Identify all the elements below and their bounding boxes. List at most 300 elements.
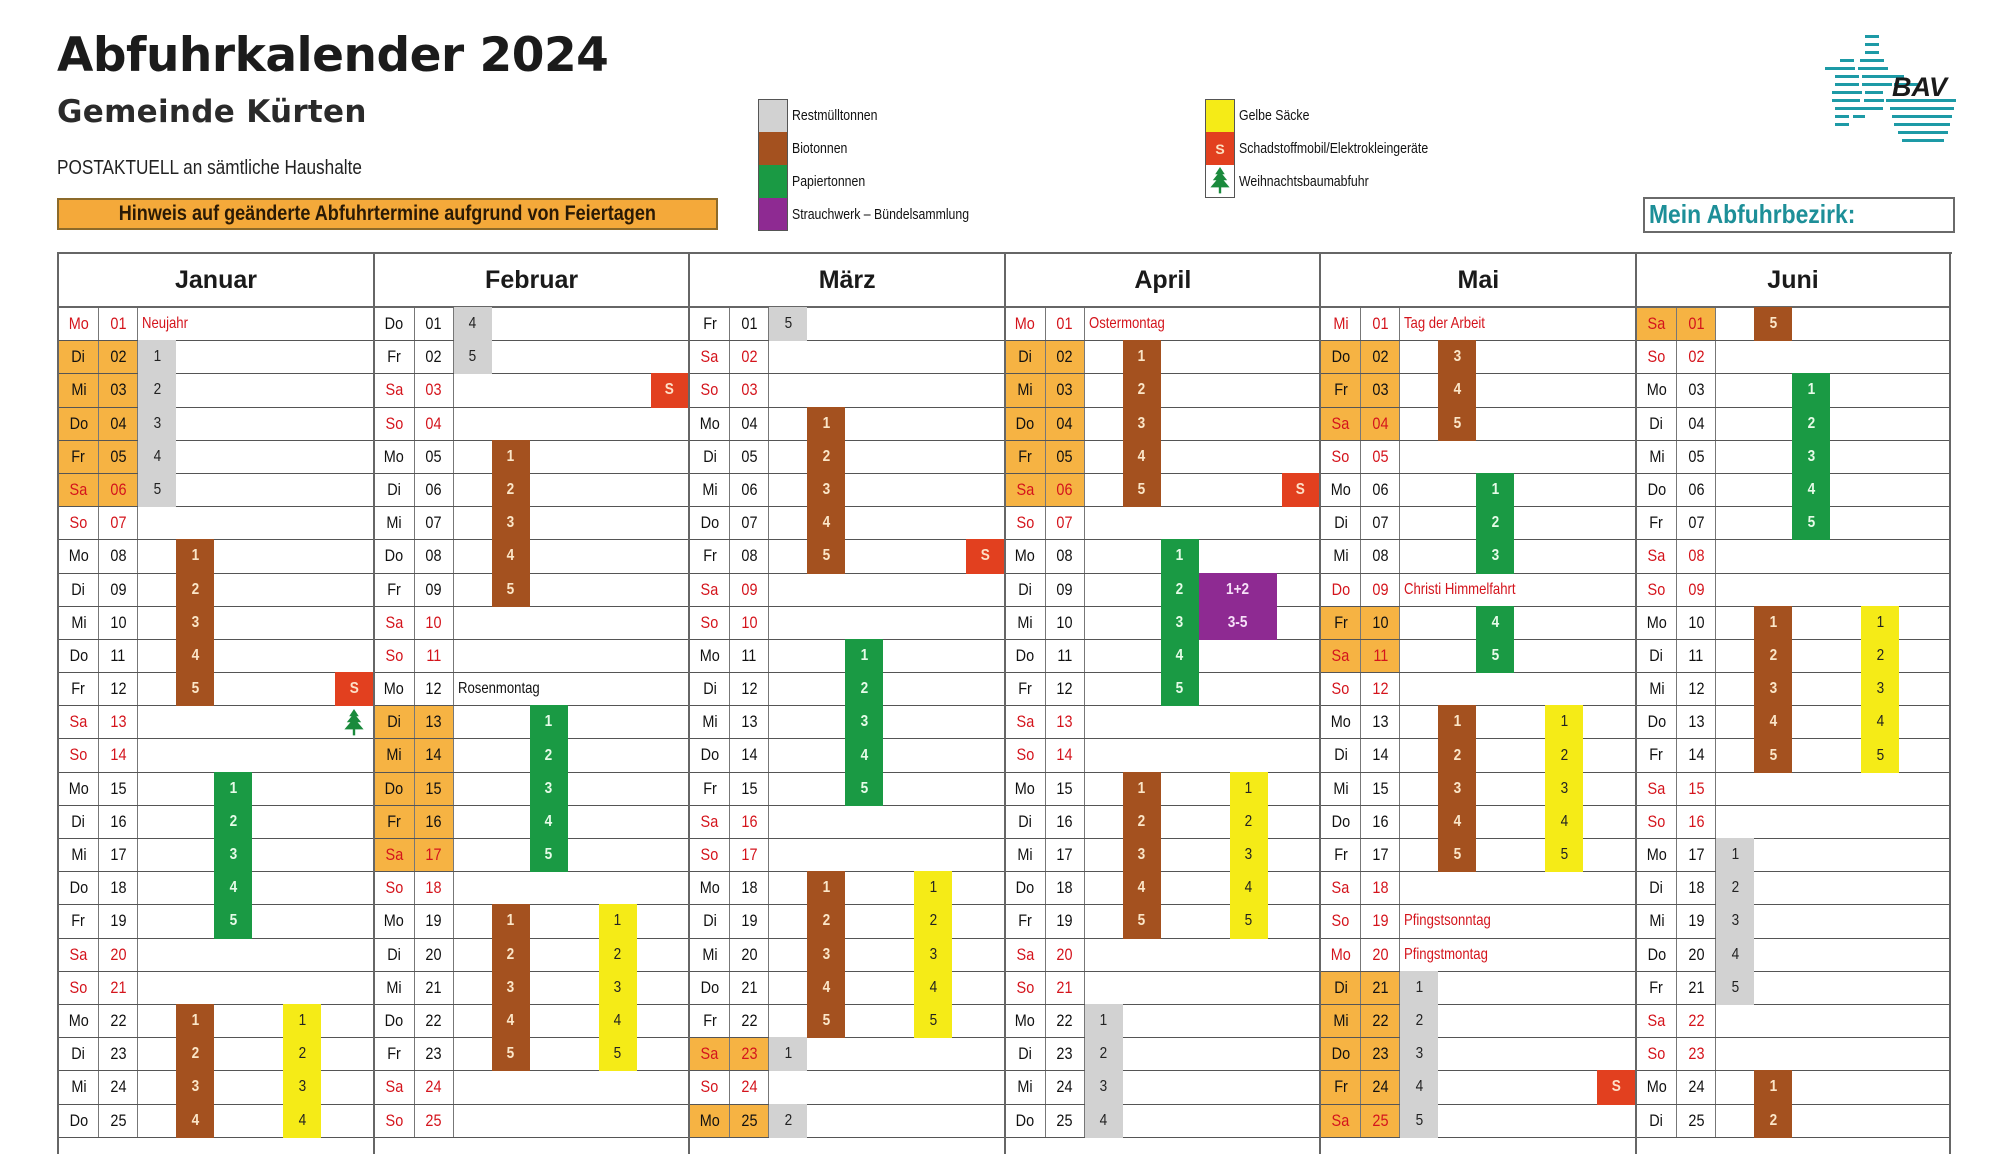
date-text: 13 <box>741 712 758 732</box>
date-text: 04 <box>425 413 442 433</box>
bio-mark <box>1123 440 1161 474</box>
day-row <box>1321 408 1635 441</box>
date-cell <box>730 1005 769 1037</box>
papier-mark <box>214 871 252 905</box>
date-text: 12 <box>741 679 758 699</box>
date-cell <box>730 905 769 937</box>
bio-mark <box>492 506 530 540</box>
bio-mark <box>492 573 530 607</box>
papier-mark <box>214 904 252 938</box>
weekday-cell <box>59 341 99 373</box>
weekday-text: Mo <box>384 446 405 466</box>
papier-mark <box>845 672 883 706</box>
day-row <box>375 673 689 706</box>
weekday-text: Di <box>71 811 86 831</box>
date-text: 20 <box>1056 944 1073 964</box>
date-cell <box>1361 574 1400 606</box>
weekday-text: Mi <box>702 479 718 499</box>
mark-label: 1 <box>544 713 553 731</box>
weekday-cell <box>1637 773 1677 805</box>
day-row <box>1637 673 1949 706</box>
date-cell <box>99 905 138 937</box>
restmuell-mark <box>1716 938 1754 972</box>
day-row <box>1321 474 1635 507</box>
date-text: 18 <box>741 878 758 898</box>
date-text: 11 <box>426 645 442 665</box>
day-row <box>690 574 1004 607</box>
date-cell <box>99 972 138 1004</box>
mark-label: 2 <box>1876 646 1884 664</box>
date-text: 09 <box>109 579 127 599</box>
date-cell <box>1361 408 1400 440</box>
weekday-text: Sa <box>1647 1010 1666 1030</box>
weekday-text: So <box>69 977 88 997</box>
mark-label: 2 <box>191 580 199 598</box>
restmuell-mark <box>1085 1070 1123 1104</box>
day-row <box>1637 1038 1949 1071</box>
day-row <box>1637 939 1949 972</box>
gelbe-saecke-mark <box>1230 871 1268 905</box>
district-field[interactable] <box>1643 197 1955 233</box>
papier-mark <box>214 838 252 872</box>
date-cell <box>1361 673 1400 705</box>
date-text: 10 <box>1687 612 1705 632</box>
date-cell <box>1046 1071 1085 1103</box>
mark-label: 5 <box>1138 481 1146 499</box>
day-row <box>375 540 689 573</box>
day-row <box>1006 739 1320 772</box>
date-text: 02 <box>1056 347 1073 367</box>
date-cell <box>415 507 454 539</box>
mark-label: 3 <box>1453 348 1462 366</box>
date-text: 15 <box>741 778 758 798</box>
weekday-cell <box>690 806 730 838</box>
date-cell <box>99 1105 138 1137</box>
date-cell <box>730 341 769 373</box>
day-row <box>59 1005 373 1038</box>
mark-label: 5 <box>1560 846 1569 864</box>
weekday-cell <box>1321 607 1361 639</box>
mark-label: 5 <box>822 1012 830 1030</box>
weekday-cell <box>690 640 730 672</box>
day-row <box>690 872 1004 905</box>
municipality-subtitle: Gemeinde Kürten <box>57 94 367 130</box>
date-text: 07 <box>109 513 127 533</box>
day-row <box>59 939 373 972</box>
weekday-cell <box>1006 1071 1046 1103</box>
holiday-label: Pfingstmontag <box>1404 945 1489 963</box>
day-row <box>1006 872 1320 905</box>
date-text: 15 <box>1372 778 1389 798</box>
date-text: 06 <box>741 479 758 499</box>
day-row <box>1637 441 1949 474</box>
date-text: 10 <box>425 612 442 632</box>
mark-label: 2 <box>784 1111 792 1129</box>
weekday-text: Mo <box>1015 314 1036 333</box>
date-cell <box>1361 1105 1400 1137</box>
weekday-text: Sa <box>1332 878 1350 898</box>
gelbe-saecke-mark <box>599 938 637 972</box>
date-cell <box>1046 806 1085 838</box>
date-text: 12 <box>109 679 127 699</box>
day-row <box>1006 408 1320 441</box>
weekday-text: Do <box>384 314 404 333</box>
mark-label: 5 <box>1453 414 1462 432</box>
mark-label: 2 <box>1453 746 1462 764</box>
weekday-cell <box>1006 972 1046 1004</box>
legend-label: Biotonnen <box>792 140 848 157</box>
tree-icon <box>1205 165 1235 198</box>
weekday-text: Mi <box>1648 446 1665 466</box>
date-cell <box>1046 474 1085 506</box>
date-text: 02 <box>1687 347 1705 367</box>
papier-mark <box>1792 373 1830 407</box>
mark-label: 4 <box>1415 1078 1424 1096</box>
legend-swatch-s: S <box>1205 132 1235 165</box>
month-header: Mai <box>1321 254 1635 308</box>
mark-label: 2 <box>929 912 937 930</box>
date-cell <box>415 308 454 340</box>
date-cell <box>1361 872 1400 904</box>
holiday-label: Pfingstsonntag <box>1404 912 1492 930</box>
date-text: 07 <box>425 513 442 533</box>
date-text: 06 <box>1056 479 1073 499</box>
bio-mark <box>176 1070 214 1104</box>
date-cell <box>415 939 454 971</box>
weekday-cell <box>1321 1071 1361 1103</box>
weekday-text: Mi <box>1017 612 1033 632</box>
weekday-cell <box>1006 706 1046 738</box>
weekday-cell <box>59 939 99 971</box>
date-text: 20 <box>1687 944 1705 964</box>
papier-mark <box>214 805 252 839</box>
date-cell <box>415 972 454 1004</box>
day-row <box>690 806 1004 839</box>
mark-label: 1 <box>506 912 515 930</box>
weekday-cell <box>1321 408 1361 440</box>
mark-label: 1 <box>1138 779 1146 797</box>
weekday-text: Do <box>1016 645 1035 665</box>
weekday-cell <box>375 739 415 771</box>
day-row <box>1637 341 1949 374</box>
month-header: Februar <box>375 254 689 308</box>
date-text: 17 <box>425 845 442 864</box>
date-text: 16 <box>1056 811 1073 831</box>
date-cell <box>1046 1038 1085 1070</box>
restmuell-mark <box>1716 904 1754 938</box>
date-text: 02 <box>109 347 127 367</box>
day-row <box>375 308 689 341</box>
date-text: 04 <box>741 413 758 433</box>
date-cell <box>99 441 138 473</box>
gelbe-saecke-mark <box>1545 838 1583 872</box>
day-row <box>375 1071 689 1104</box>
mark-label: 3 <box>1138 414 1146 432</box>
day-row <box>375 341 689 374</box>
weekday-text: Do <box>1647 944 1666 964</box>
date-cell <box>99 308 138 340</box>
mark-label: 3 <box>1876 680 1884 698</box>
bio-mark <box>807 473 845 507</box>
weekday-text: Di <box>387 712 401 732</box>
gelbe-saecke-mark <box>914 971 952 1005</box>
mark-label: 1 <box>1769 1078 1777 1096</box>
mark-label: 2 <box>1731 879 1739 897</box>
weekday-text: Di <box>1334 513 1348 533</box>
weekday-cell <box>1321 540 1361 572</box>
weekday-text: Sa <box>385 1077 403 1097</box>
strauchwerk-mark <box>1199 573 1277 607</box>
mark-label: 5 <box>1245 912 1253 930</box>
mark-label: 2 <box>822 912 830 930</box>
weekday-text: Di <box>71 579 86 599</box>
weekday-text: Di <box>702 911 717 931</box>
weekday-cell <box>690 474 730 506</box>
date-text: 01 <box>1687 314 1705 333</box>
date-text: 11 <box>1057 645 1073 665</box>
weekday-cell <box>375 905 415 937</box>
bio-mark <box>176 672 214 706</box>
weekday-cell <box>59 739 99 771</box>
date-cell <box>99 540 138 572</box>
mark-label: 3 <box>1453 779 1462 797</box>
day-row <box>1321 673 1635 706</box>
weekday-text: So <box>1016 745 1035 765</box>
day-row <box>690 607 1004 640</box>
day-row <box>59 408 373 441</box>
date-cell <box>730 441 769 473</box>
bio-mark <box>492 1037 530 1071</box>
date-cell <box>415 839 454 871</box>
weekday-cell <box>1637 308 1677 340</box>
date-text: 25 <box>1687 1110 1705 1130</box>
date-text: 25 <box>1056 1110 1073 1130</box>
weekday-text: Mi <box>70 380 87 400</box>
date-cell <box>1677 1105 1716 1137</box>
day-row <box>1321 872 1635 905</box>
weekday-text: Mi <box>702 944 718 964</box>
mark-label: 3 <box>1560 779 1569 797</box>
weekday-text: Sa <box>700 1044 719 1064</box>
date-text: 13 <box>109 712 127 732</box>
date-cell <box>1361 441 1400 473</box>
date-cell <box>730 939 769 971</box>
date-text: 22 <box>1056 1010 1073 1030</box>
mark-label: 2 <box>191 1045 199 1063</box>
weekday-text: Mo <box>699 878 720 898</box>
holiday-label: Rosenmontag <box>457 680 540 698</box>
weekday-cell <box>1006 640 1046 672</box>
mark-label: 5 <box>1415 1111 1424 1129</box>
gelbe-saecke-mark <box>1545 738 1583 772</box>
mark-label: 4 <box>506 1012 515 1030</box>
weekday-text: Mi <box>1648 679 1665 699</box>
weekday-cell <box>690 507 730 539</box>
gelbe-saecke-mark <box>1230 805 1268 839</box>
weekday-cell <box>690 905 730 937</box>
weekday-cell <box>1006 905 1046 937</box>
weekday-cell <box>59 773 99 805</box>
day-row <box>1006 308 1320 341</box>
weekday-text: So <box>69 745 88 765</box>
day-row <box>1321 1071 1635 1104</box>
mark-label: 5 <box>784 315 792 333</box>
weekday-cell <box>375 939 415 971</box>
day-row <box>1321 839 1635 872</box>
weekday-cell <box>1637 640 1677 672</box>
day-row <box>1321 806 1635 839</box>
date-text: 08 <box>1056 546 1073 566</box>
weekday-cell <box>1637 507 1677 539</box>
weekday-text: Sa <box>1332 1110 1350 1130</box>
restmuell-mark <box>1400 971 1438 1005</box>
day-row <box>59 640 373 673</box>
weekday-cell <box>1006 607 1046 639</box>
date-text: 07 <box>741 513 758 533</box>
gelbe-saecke-mark <box>599 971 637 1005</box>
gelbe-saecke-mark <box>914 1004 952 1038</box>
day-row <box>59 540 373 573</box>
date-text: 12 <box>1687 679 1705 699</box>
day-row <box>1637 1071 1949 1104</box>
mark-label: 1 <box>229 779 237 797</box>
day-row <box>1006 839 1320 872</box>
date-cell <box>99 739 138 771</box>
day-row <box>1006 540 1320 573</box>
date-text: 07 <box>1056 513 1073 533</box>
weekday-text: So <box>1332 679 1350 699</box>
mark-label: 2 <box>1138 812 1146 830</box>
bio-mark <box>807 506 845 540</box>
papier-mark <box>530 772 568 806</box>
papier-mark <box>1161 539 1199 573</box>
mark-label: 2 <box>1560 746 1569 764</box>
weekday-cell <box>690 972 730 1004</box>
papier-mark <box>1792 506 1830 540</box>
weekday-cell <box>1006 574 1046 606</box>
weekday-cell <box>690 574 730 606</box>
weekday-cell <box>375 374 415 406</box>
weekday-text: Mi <box>1333 1010 1349 1030</box>
date-text: 21 <box>741 977 758 997</box>
day-row <box>1321 972 1635 1005</box>
date-text: 03 <box>1687 380 1705 400</box>
weekday-cell <box>1637 872 1677 904</box>
date-cell <box>1046 706 1085 738</box>
date-text: 18 <box>1687 878 1705 898</box>
schadstoff-mark <box>651 373 689 407</box>
date-cell <box>99 1038 138 1070</box>
date-text: 02 <box>741 347 758 367</box>
weekday-text: So <box>1016 977 1035 997</box>
date-cell <box>1361 507 1400 539</box>
weekday-text: Sa <box>1016 712 1035 732</box>
restmuell-mark <box>1400 1004 1438 1038</box>
day-row <box>1637 1005 1949 1038</box>
day-row <box>59 972 373 1005</box>
mark-label: 2 <box>1176 580 1184 598</box>
date-cell <box>99 706 138 738</box>
restmuell-mark <box>138 473 176 507</box>
weekday-text: So <box>1332 446 1350 466</box>
holiday-label: Tag der Arbeit <box>1404 315 1486 332</box>
weekday-text: Do <box>384 546 404 566</box>
bio-mark <box>1438 373 1476 407</box>
date-cell <box>1677 972 1716 1004</box>
date-text: 08 <box>425 546 442 566</box>
date-cell <box>1361 905 1400 937</box>
weekday-cell <box>1006 341 1046 373</box>
weekday-cell <box>1321 905 1361 937</box>
weekday-cell <box>375 773 415 805</box>
date-cell <box>730 574 769 606</box>
weekday-text: Sa <box>1332 413 1350 433</box>
date-cell <box>99 872 138 904</box>
weekday-text: Do <box>1016 1110 1035 1130</box>
mark-label: 2 <box>229 812 237 830</box>
date-text: 10 <box>1372 612 1389 632</box>
weekday-cell <box>690 308 730 340</box>
month-header: Januar <box>59 254 373 308</box>
weekday-cell <box>59 839 99 871</box>
papier-mark <box>530 705 568 739</box>
date-text: 12 <box>425 679 442 699</box>
bio-mark <box>1754 1104 1792 1138</box>
weekday-text: Di <box>1334 977 1348 997</box>
weekday-cell <box>1321 706 1361 738</box>
bio-mark <box>1754 1070 1792 1104</box>
bio-mark <box>176 539 214 573</box>
mark-label: 2 <box>544 746 553 764</box>
day-row <box>375 1038 689 1071</box>
date-cell <box>1677 341 1716 373</box>
month-header: April <box>1006 254 1320 308</box>
day-row <box>59 607 373 640</box>
date-cell <box>730 408 769 440</box>
date-cell <box>1677 1071 1716 1103</box>
day-row <box>1321 1005 1635 1038</box>
date-cell <box>1677 706 1716 738</box>
date-text: 21 <box>1687 977 1705 997</box>
weekday-cell <box>690 773 730 805</box>
mark-label: 3 <box>822 481 830 499</box>
mark-label: 4 <box>1453 812 1462 830</box>
weekday-cell <box>690 706 730 738</box>
date-cell <box>1677 739 1716 771</box>
district-label: Mein Abfuhrbezirk: <box>1649 199 1856 229</box>
date-text: 04 <box>1687 413 1705 433</box>
weekday-text: So <box>69 513 88 533</box>
mark-label: S <box>665 381 675 399</box>
day-row <box>690 1038 1004 1071</box>
weekday-cell <box>1006 1038 1046 1070</box>
day-row <box>690 1005 1004 1038</box>
restmuell-mark <box>1400 1070 1438 1104</box>
date-text: 05 <box>1687 446 1705 466</box>
papier-mark <box>845 738 883 772</box>
date-text: 25 <box>741 1110 758 1130</box>
weekday-text: So <box>1332 911 1350 931</box>
mark-label: 5 <box>544 846 553 864</box>
gelbe-saecke-mark <box>283 1037 321 1071</box>
date-cell <box>99 839 138 871</box>
weekday-text: Mo <box>68 1010 89 1030</box>
weekday-cell <box>1006 507 1046 539</box>
weekday-text: Fr <box>1649 513 1664 533</box>
weekday-cell <box>375 872 415 904</box>
day-row <box>690 939 1004 972</box>
mark-label: 2 <box>506 481 515 499</box>
